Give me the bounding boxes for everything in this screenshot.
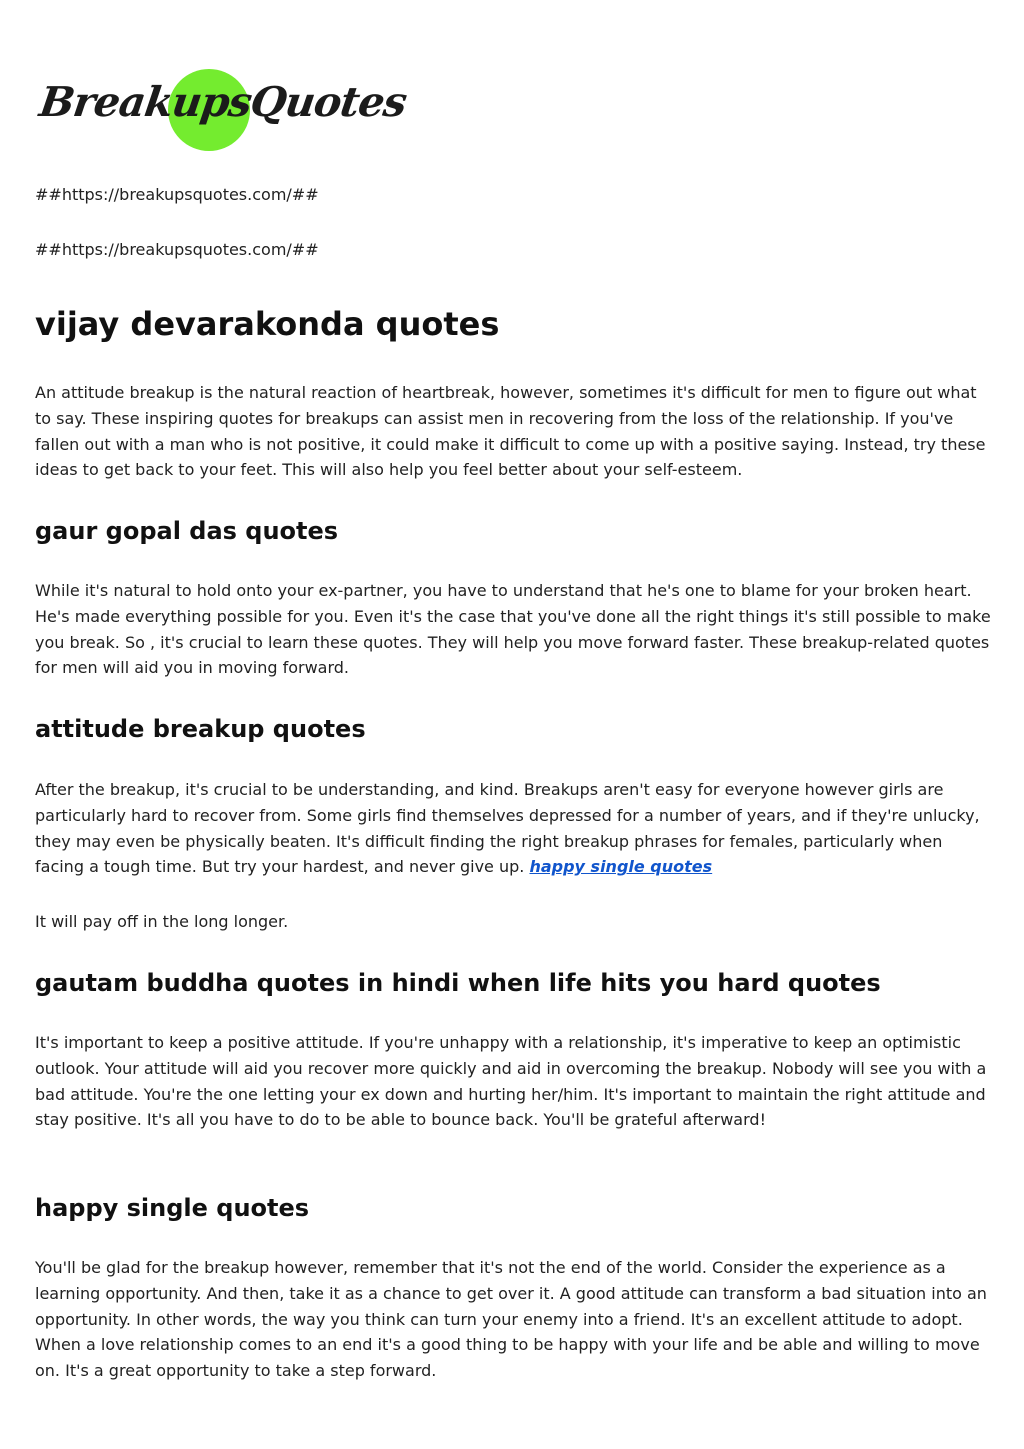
section-heading-gaur-gopal-das: gaur gopal das quotes [35,517,339,545]
intro-paragraph: An attitude breakup is the natural reaction of heartbreak, however, sometimes it's difficult for men to figure out what to say. These inspiring quotes for breakups can assist men in recovering from the loss of the relationship. If you've fallen out with a man who is not positive, it could make it difficult to come up with a positive saying. Instead, try these ideas to get back to your feet. This will also help you feel better about your self-esteem. [35,383,986,480]
section-body-gaur-gopal-das: While it's natural to hold onto your ex-partner, you have to understand that he's one to blame for your broken heart. He's made everything possible for you. Even it's the case that you've done all the right things it's still possible to make you break. So , it's crucial to learn these quotes. They will help you move forward faster. These breakup-related quotes for men will aid you in moving forward. [35,581,991,678]
page-title: vijay devarakonda quotes [35,305,500,343]
logo-wordmark: BreakupsQuotes [36,78,410,126]
happy-single-quotes-link[interactable]: happy single quotes [529,857,713,877]
section-heading-gautam-buddha: gautam buddha quotes in hindi when life hits you hard quotes [35,969,881,997]
section-body-happy-single: You'll be glad for the breakup however, remember that it's not the end of the world. Consider the experience as a learning opportunity. And then, take it as a chance to get over it. A good attitude can transform a bad situation into an opportunity. In other words, the way you think can turn your enemy into a friend. It's an excellent attitude to adopt. When a love relationship comes to an end it's a good thing to be happy with your life and be able and willing to move on. It's a great opportunity to take a step forward. [35,1258,987,1381]
section-body-attitude-breakup-followup: It will pay off in the long longer. [35,912,289,931]
url-line-2: ##https://breakupsquotes.com/## [35,240,319,259]
section-body-text: After the breakup, it's crucial to be understanding, and kind. Breakups aren't easy for everyone however girls are particularly hard to recover from. Some girls find themselves depressed for a number of years, and if they're unlucky, they may even be physically beaten. It's difficult finding the right breakup phrases for females, particularly when facing a tough time. But try your hardest, and never give up. [35,780,980,877]
section-body-gautam-buddha: It's important to keep a positive attitude. If you're unhappy with a relationship, it's imperative to keep an optimistic outlook. Your attitude will aid you recover more quickly and aid in overcoming the breakup. Nobody will see you with a bad attitude. You're the one letting your ex down and hurting her/him. It's important to maintain the right attitude and stay positive. It's all you have to do to be able to bounce back. You'll be grateful afterward! [35,1033,987,1130]
url-line-1: ##https://breakupsquotes.com/## [35,185,319,204]
site-logo [36,64,410,156]
section-heading-attitude-breakup: attitude breakup quotes [35,715,366,743]
section-heading-happy-single: happy single quotes [35,1194,310,1222]
section-body-attitude-breakup [35,777,993,880]
